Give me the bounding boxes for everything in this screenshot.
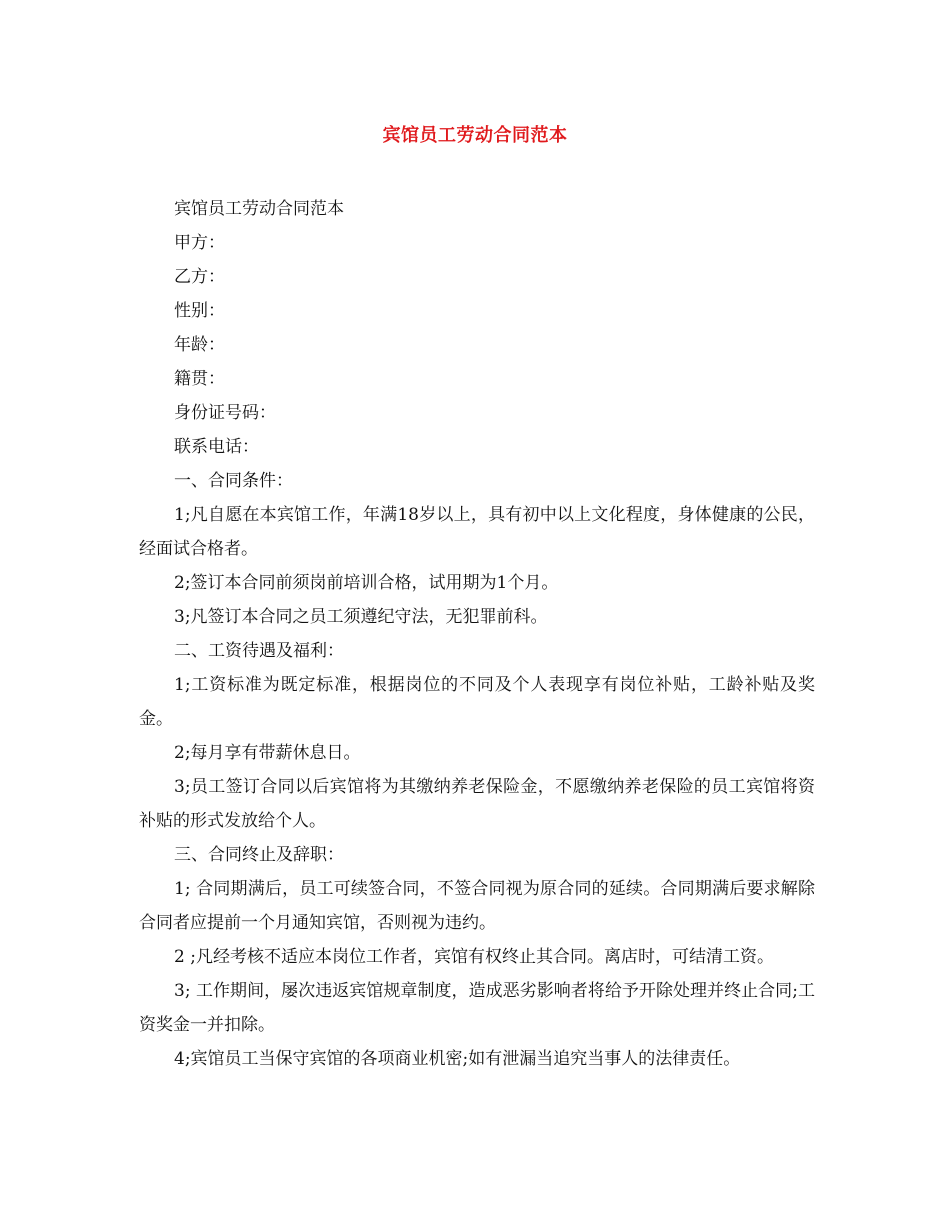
field-party-a: 甲方：	[174, 233, 225, 253]
document-body	[139, 192, 815, 1076]
clause-paragraph: 2;签订本合同前须岗前培训合格，试用期为1个月。	[174, 573, 559, 593]
field-native-place: 籍贯：	[174, 369, 225, 389]
clause-paragraph: 3; 工作期间，屡次违返宾馆规章制度，造成恶劣影响者将给予开除处理并终止合同;工资奖金一并扣除。	[139, 981, 815, 1035]
section-heading: 三、合同终止及辞职：	[174, 845, 344, 865]
clause-paragraph: 1; 合同期满后，员工可续签合同，不签合同视为原合同的延续。合同期满后要求解除合同者应提前一个月通知宾馆，否则视为违约。	[139, 879, 815, 933]
clause-paragraph: 1;工资标准为既定标准，根据岗位的不同及个人表现享有岗位补贴，工龄补贴及奖金。	[139, 675, 815, 729]
section-heading: 一、合同条件：	[174, 471, 293, 491]
clause-paragraph: 2 ;凡经考核不适应本岗位工作者，宾馆有权终止其合同。离店时，可结清工资。	[174, 947, 774, 967]
section-heading: 二、工资待遇及福利：	[174, 641, 344, 661]
field-phone: 联系电话：	[174, 437, 259, 457]
field-age: 年龄：	[174, 335, 225, 355]
clause-paragraph: 2;每月享有带薪休息日。	[174, 743, 361, 763]
clause-paragraph: 3;员工签订合同以后宾馆将为其缴纳养老保险金，不愿缴纳养老保险的员工宾馆将资补贴的形式发放给个人。	[139, 777, 815, 831]
field-gender: 性别：	[174, 301, 225, 321]
document-title: 宾馆员工劳动合同范本	[382, 125, 568, 146]
document-heading: 宾馆员工劳动合同范本	[174, 199, 344, 219]
clause-paragraph: 1;凡自愿在本宾馆工作，年满18岁以上，具有初中以上文化程度，身体健康的公民，经面试合格者。	[139, 505, 815, 559]
clause-paragraph: 4;宾馆员工当保守宾馆的各项商业机密;如有泄漏当追究当事人的法律责任。	[174, 1049, 741, 1069]
field-party-b: 乙方：	[174, 267, 225, 287]
field-id-number: 身份证号码：	[174, 403, 276, 423]
clause-paragraph: 3;凡签订本合同之员工须遵纪守法，无犯罪前科。	[174, 607, 548, 627]
